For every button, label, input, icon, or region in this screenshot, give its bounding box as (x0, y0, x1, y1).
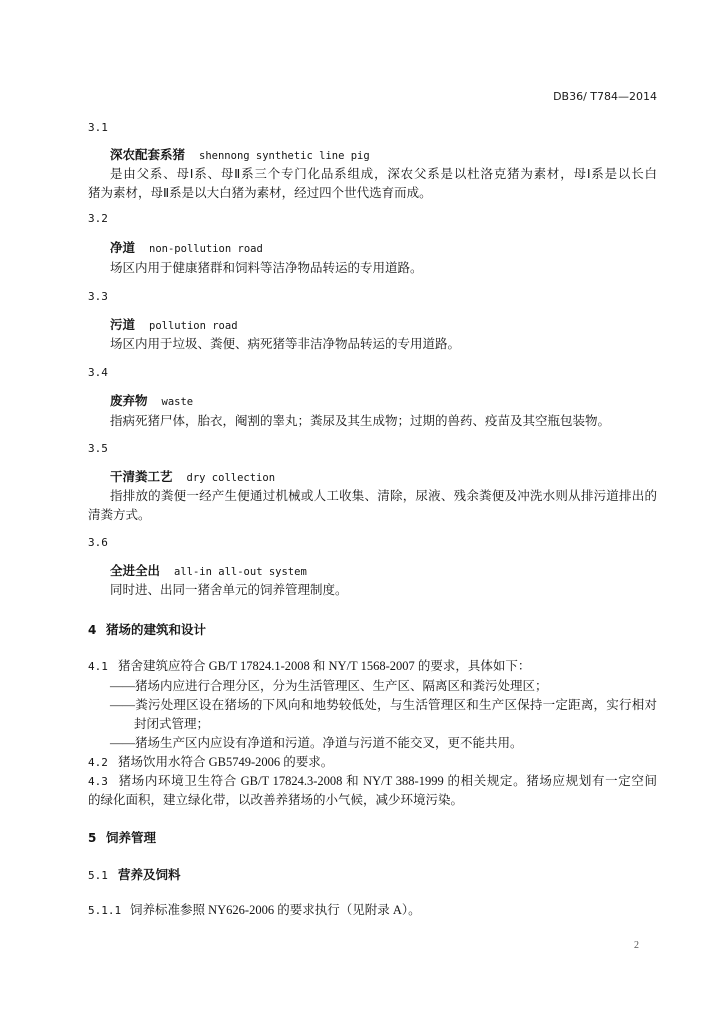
clause-text: 饲养标准参照 NY626-2006 的要求执行（见附录 A）。 (130, 903, 421, 917)
clause-number: 4.2 (88, 756, 108, 769)
term-definition-line: 场区内用于健康猪群和饲料等洁净物品转运的专用道路。 (110, 261, 423, 275)
term-en: dry collection (186, 472, 276, 484)
term-zh: 干清粪工艺 (110, 470, 173, 484)
clause-text-continuation: 的绿化面积，建立绿化带，以改善养猪场的小气候，减少环境污染。 (88, 793, 464, 807)
clause-4-1 (88, 658, 530, 675)
section-number: 4 (88, 623, 97, 637)
subsection-title: 营养及饲料 (118, 868, 181, 882)
term-definition-line: 指病死猪尸体，胎衣，阉割的睾丸；粪尿及其生成物；过期的兽药、疫苗及其空瓶包装物。 (110, 414, 611, 428)
term-definition-line: 同时进、出同一猪舍单元的饲养管理制度。 (110, 583, 348, 597)
section-heading (88, 830, 156, 846)
term-zh: 深农配套系猪 (110, 148, 186, 162)
clause-text: 猪场饮用水符合 GB5749-2006 的要求。 (118, 755, 334, 769)
clause-text: 猪舍建筑应符合 GB/T 17824.1-2008 和 NY/T 1568-2007 的要求，具体如下： (118, 659, 531, 673)
standard-code-header: DB36/ T784—2014 (553, 90, 657, 103)
term-heading (110, 393, 193, 410)
list-item: ——粪污处理区设在猪场的下风向和地势较低处，与生活管理区和生产区保持一定距离，实行相对 (110, 698, 657, 712)
section-title: 饲养管理 (106, 831, 157, 845)
term-en: pollution road (149, 320, 238, 332)
term-zh: 污道 (110, 318, 136, 332)
term-heading (110, 240, 263, 257)
term-definition-line: 指排放的粪便一经产生便通过机械或人工收集、清除，尿液、残余粪便及冲洗水则从排污道排出的 (110, 489, 657, 503)
term-en: shennong synthetic line pig (199, 150, 370, 162)
list-item: ——猪场生产区内应设有净道和污道。净道与污道不能交叉，更不能共用。 (110, 736, 523, 750)
section-title: 猪场的建筑和设计 (106, 623, 207, 637)
term-definition-line: 场区内用于垃圾、粪便、病死猪等非洁净物品转运的专用道路。 (110, 337, 461, 351)
term-definition-line: 清粪方式。 (88, 508, 151, 522)
term-zh: 废弃物 (110, 394, 148, 408)
clause-4-3 (88, 773, 657, 790)
page-number: 2 (634, 940, 639, 951)
clause-number: 4.1 (88, 660, 108, 673)
term-definition-line: 是由父系、母Ⅰ系、母Ⅱ系三个专门化品系组成，深农父系是以杜洛克猪为素材，母Ⅰ系是以长白 (110, 167, 657, 181)
term-en: non-pollution road (149, 243, 263, 255)
term-en: waste (161, 396, 194, 408)
term-number: 3.4 (88, 366, 108, 379)
term-number: 3.5 (88, 442, 108, 455)
term-number: 3.6 (88, 536, 108, 549)
term-zh: 全进全出 (110, 564, 161, 578)
term-zh: 净道 (110, 241, 136, 255)
term-number: 3.1 (88, 121, 108, 134)
section-number: 5 (88, 831, 97, 845)
clause-text: 猪场内环境卫生符合 GB/T 17824.3-2008 和 NY/T 388-1999 的相关规定。猪场应规划有一定空间 (118, 774, 657, 788)
term-definition-line: 猪为素材，母Ⅱ系是以大白猪为素材，经过四个世代选育而成。 (88, 186, 432, 200)
clause-number: 4.3 (88, 775, 108, 788)
term-number: 3.2 (88, 212, 108, 225)
section-heading (88, 622, 206, 638)
term-number: 3.3 (88, 290, 108, 303)
clause-4-2 (88, 754, 333, 771)
term-heading (110, 317, 238, 334)
term-en: all-in all-out system (174, 566, 307, 578)
list-item: ——猪场内应进行合理分区，分为生活管理区、生产区、隔离区和粪污处理区； (110, 679, 548, 693)
term-heading (110, 147, 370, 164)
clause-number: 5.1.1 (88, 904, 122, 917)
clause-5-1-1 (88, 902, 421, 919)
clause-number: 5.1 (88, 869, 108, 882)
list-item-continuation: 封闭式管理； (134, 717, 210, 731)
subsection-heading (88, 867, 181, 884)
term-heading (110, 469, 275, 486)
term-heading (110, 563, 307, 580)
